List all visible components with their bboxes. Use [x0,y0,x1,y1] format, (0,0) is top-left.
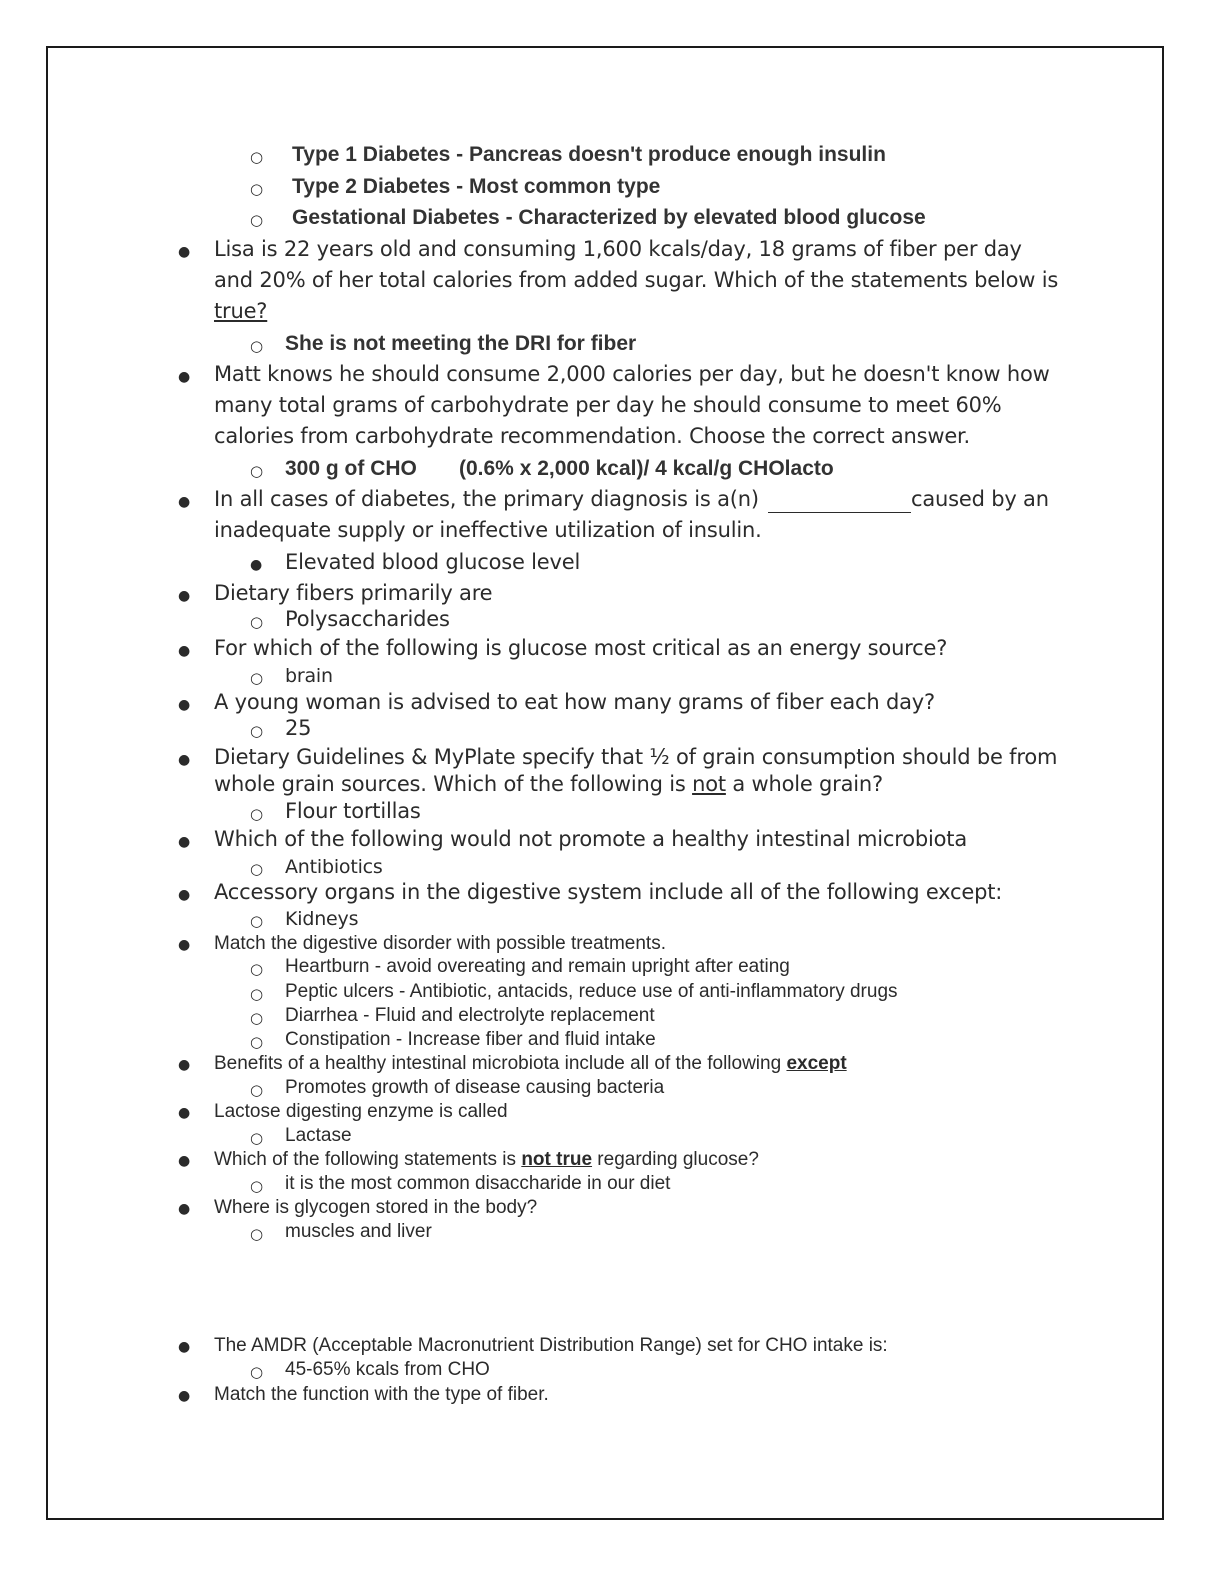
sub-bullet: ○ [250,912,264,930]
question-benefits: Benefits of a healthy intestinal microbiota include all of the following except [214,1053,847,1074]
answer-benefits: Promotes growth of disease causing bacteria [285,1077,665,1098]
answer-organs: Kidneys [285,908,359,930]
answer-type2: Type 2 Diabetes - Most common type [292,175,661,198]
answer-glucose: brain [285,665,333,687]
answer-lisa: She is not meeting the DRI for fiber [285,332,637,355]
sub-bullet: ○ [250,1081,264,1099]
answer-amdr: 45-65% kcals from CHO [285,1359,490,1380]
bullet: ● [178,834,191,850]
question-amdr: The AMDR (Acceptable Macronutrient Distribution Range) set for CHO intake is: [214,1335,888,1356]
answer-match-2: Peptic ulcers - Antibiotic, antacids, reduce use of anti-inflammatory drugs [285,981,898,1002]
sub-bullet: ○ [250,1033,264,1051]
sub-bullet: ○ [250,1129,264,1147]
bullet: ● [178,244,191,260]
bullet: ● [178,1339,191,1355]
bullet: ● [178,1201,191,1217]
question-glucose: For which of the following is glucose most critical as an energy source? [214,636,948,660]
answer-nottrue: it is the most common disaccharide in our diet [285,1173,671,1194]
bullet: ● [178,588,191,604]
answer-grain: Flour tortillas [285,799,421,823]
question-lisa-line1: Lisa is 22 years old and consuming 1,600 kcals/day, 18 grams of fiber per day [214,237,1022,261]
sub-bullet: ○ [250,211,264,229]
question-match: Match the digestive disorder with possible treatments. [214,933,666,954]
sub-bullet: ○ [250,1363,264,1381]
answer-matt-b: (0.6% x 2,000 kcal)/ 4 kcal/g CHOlacto [459,457,834,480]
sub-bullet: ○ [250,985,264,1003]
answer-type1: Type 1 Diabetes - Pancreas doesn't produce enough insulin [292,143,886,166]
sub-bullet: ○ [250,669,264,687]
question-matt-line2: many total grams of carbohydrate per day he should consume to meet 60% [214,393,1002,417]
answer-fibers: Polysaccharides [285,607,450,631]
bullet: ● [178,1057,191,1073]
question-fibers: Dietary fibers primarily are [214,581,493,605]
question-grain-line1: Dietary Guidelines & MyPlate specify that ½ of grain consumption should be from [214,745,1058,769]
answer-match-3: Diarrhea - Fluid and electrolyte replacement [285,1005,655,1026]
question-matt-line3: calories from carbohydrate recommendation. Choose the correct answer. [214,424,971,448]
bullet: ● [178,494,191,510]
answer-lactose: Lactase [285,1125,352,1146]
answer-micro: Antibiotics [285,856,383,878]
blank-line [768,512,911,513]
bullet: ● [178,752,191,768]
bullet: ● [178,887,191,903]
sub-bullet: ○ [250,805,264,823]
sub-bullet: ○ [250,613,264,631]
question-diag-line2: inadequate supply or ineffective utilization of insulin. [214,518,762,542]
sub-bullet: ○ [250,337,264,355]
question-glycogen: Where is glycogen stored in the body? [214,1197,538,1218]
sub-bullet: ○ [250,148,264,166]
sub-bullet: ○ [250,1177,264,1195]
question-micro: Which of the following would not promote a healthy intestinal microbiota [214,827,967,851]
question-fibertype: Match the function with the type of fiber. [214,1384,549,1405]
sub-bullet: ○ [250,1225,264,1243]
bullet: ● [178,937,191,953]
bullet: ● [250,557,263,573]
answer-woman: 25 [285,716,312,740]
bullet: ● [178,1388,191,1404]
sub-bullet: ○ [250,462,264,480]
question-lisa-line2: and 20% of her total calories from added sugar. Which of the statements below is [214,268,1059,292]
bullet: ● [178,697,191,713]
bullet: ● [178,1153,191,1169]
question-nottrue: Which of the following statements is not true regarding glucose? [214,1149,759,1170]
question-diag-line1a: In all cases of diabetes, the primary diagnosis is a(n) [214,487,759,511]
sub-bullet: ○ [250,1009,264,1027]
answer-diag: Elevated blood glucose level [285,550,581,574]
sub-bullet: ○ [250,860,264,878]
answer-matt-a: 300 g of CHO [285,457,417,480]
sub-bullet: ○ [250,960,264,978]
question-lisa-line3: true? [214,299,268,323]
bullet: ● [178,643,191,659]
bullet: ● [178,369,191,385]
question-woman: A young woman is advised to eat how many grams of fiber each day? [214,690,935,714]
sub-bullet: ○ [250,180,264,198]
question-diag-line1b: caused by an [911,487,1049,511]
answer-match-1: Heartburn - avoid overeating and remain upright after eating [285,956,790,977]
question-grain-line2: whole grain sources. Which of the following is not a whole grain? [214,772,883,796]
answer-gestational: Gestational Diabetes - Characterized by elevated blood glucose [292,206,926,229]
answer-match-4: Constipation - Increase fiber and fluid intake [285,1029,656,1050]
question-organs: Accessory organs in the digestive system include all of the following except: [214,880,1003,904]
sub-bullet: ○ [250,722,264,740]
bullet: ● [178,1105,191,1121]
question-matt-line1: Matt knows he should consume 2,000 calories per day, but he doesn't know how [214,362,1050,386]
question-lactose: Lactose digesting enzyme is called [214,1101,508,1122]
answer-glycogen: muscles and liver [285,1221,432,1242]
